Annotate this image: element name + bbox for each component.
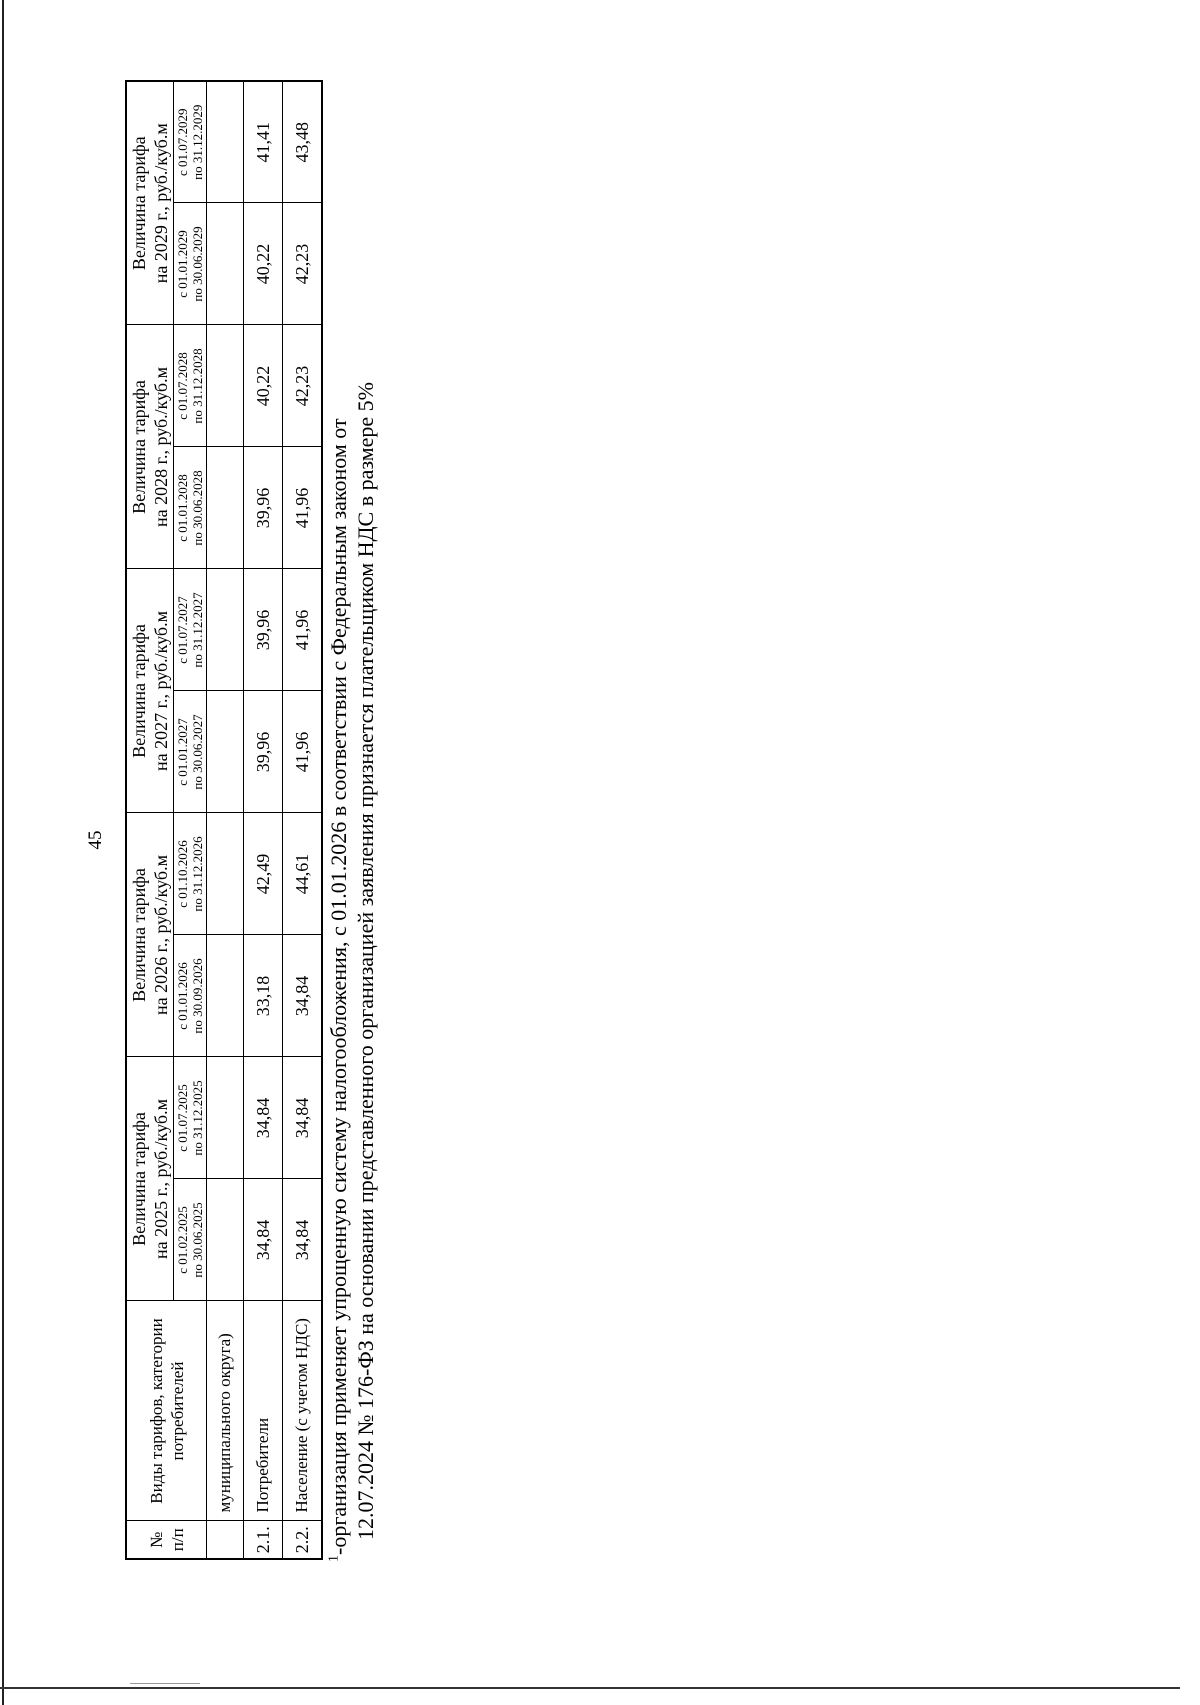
footnote-line-2: 12.07.2024 № 176-ФЗ на основании представленного организацией заявления признается плательщиком НДС в размере 5% xyxy=(353,381,378,1540)
header-period: с 01.10.2026 по 31.12.2026 xyxy=(174,813,207,935)
row-num: 2.2. xyxy=(283,1521,323,1559)
tariff-value: 40,22 xyxy=(244,203,283,325)
tariff-value: 44,61 xyxy=(283,813,323,935)
tariff-value: 34,84 xyxy=(244,1179,283,1301)
header-period: с 01.02.2025 по 30.06.2025 xyxy=(174,1179,207,1301)
rotated-page-content xyxy=(85,80,425,1562)
tariff-value: 41,96 xyxy=(283,691,323,813)
tariff-value: 34,84 xyxy=(283,935,323,1057)
table-row-continuation xyxy=(207,81,244,1559)
tariff-value: 41,96 xyxy=(283,569,323,691)
tariff-value: 42,23 xyxy=(283,203,323,325)
scan-artifact-line xyxy=(130,1683,200,1684)
row-num: 2.1. xyxy=(244,1521,283,1559)
tariff-value: 43,48 xyxy=(283,81,323,203)
header-period: с 01.07.2029 по 31.12.2029 xyxy=(174,81,207,203)
tariff-value: 40,22 xyxy=(244,325,283,447)
tariff-value: 42,23 xyxy=(283,325,323,447)
tariff-value: 34,84 xyxy=(244,1057,283,1179)
tariff-value: 34,84 xyxy=(283,1179,323,1301)
scan-edge-line xyxy=(2,0,4,1705)
header-period: с 01.07.2025 по 31.12.2025 xyxy=(174,1057,207,1179)
header-period: с 01.01.2027 по 30.06.2027 xyxy=(174,691,207,813)
tariff-value: 39,96 xyxy=(244,691,283,813)
tariff-table xyxy=(125,80,323,1560)
header-year-2027: Величина тарифа на 2027 г., руб./куб.м xyxy=(126,569,174,813)
header-num: № п/п xyxy=(126,1521,207,1559)
scan-bottom-line xyxy=(0,1687,1180,1689)
header-period: с 01.01.2026 по 30.09.2026 xyxy=(174,935,207,1057)
header-kind: Виды тарифов, категории потребителей xyxy=(126,1301,207,1521)
table-row xyxy=(244,81,283,1559)
table-header-row-years xyxy=(126,81,174,1559)
tariff-value: 34,84 xyxy=(283,1057,323,1179)
row-name: Население (с учетом НДС) xyxy=(283,1301,323,1521)
table-cell xyxy=(207,1521,244,1559)
row-name: Потребители xyxy=(244,1301,283,1521)
table-row xyxy=(283,81,323,1559)
footnote-mark: 1 xyxy=(326,1555,342,1562)
tariff-value: 39,96 xyxy=(244,569,283,691)
footnote xyxy=(325,82,379,1562)
tariff-value: 33,18 xyxy=(244,935,283,1057)
footnote-text-1: -организация применяет упрощенную систему налогообложения, с 01.01.2026 в соответствии с Федеральным законом от xyxy=(326,418,351,1555)
header-year-2025: Величина тарифа на 2025 г., руб./куб.м xyxy=(126,1057,174,1301)
tariff-value: 41,41 xyxy=(244,81,283,203)
header-period: с 01.01.2029 по 30.06.2029 xyxy=(174,203,207,325)
header-year-2028: Величина тарифа на 2028 г., руб./куб.м xyxy=(126,325,174,569)
page-number: 45 xyxy=(85,830,106,850)
header-period: с 01.01.2028 по 30.06.2028 xyxy=(174,447,207,569)
continuation-text: муниципального округа) xyxy=(207,1301,244,1521)
header-year-2029: Величина тарифа на 2029 г., руб./куб.м xyxy=(126,81,174,325)
tariff-value: 42,49 xyxy=(244,813,283,935)
header-period: с 01.07.2027 по 31.12.2027 xyxy=(174,569,207,691)
tariff-value: 39,96 xyxy=(244,447,283,569)
footnote-line-1 xyxy=(325,82,352,1562)
tariff-value: 41,96 xyxy=(283,447,323,569)
header-year-2026: Величина тарифа на 2026 г., руб./куб.м xyxy=(126,813,174,1057)
header-period: с 01.07.2028 по 31.12.2028 xyxy=(174,325,207,447)
